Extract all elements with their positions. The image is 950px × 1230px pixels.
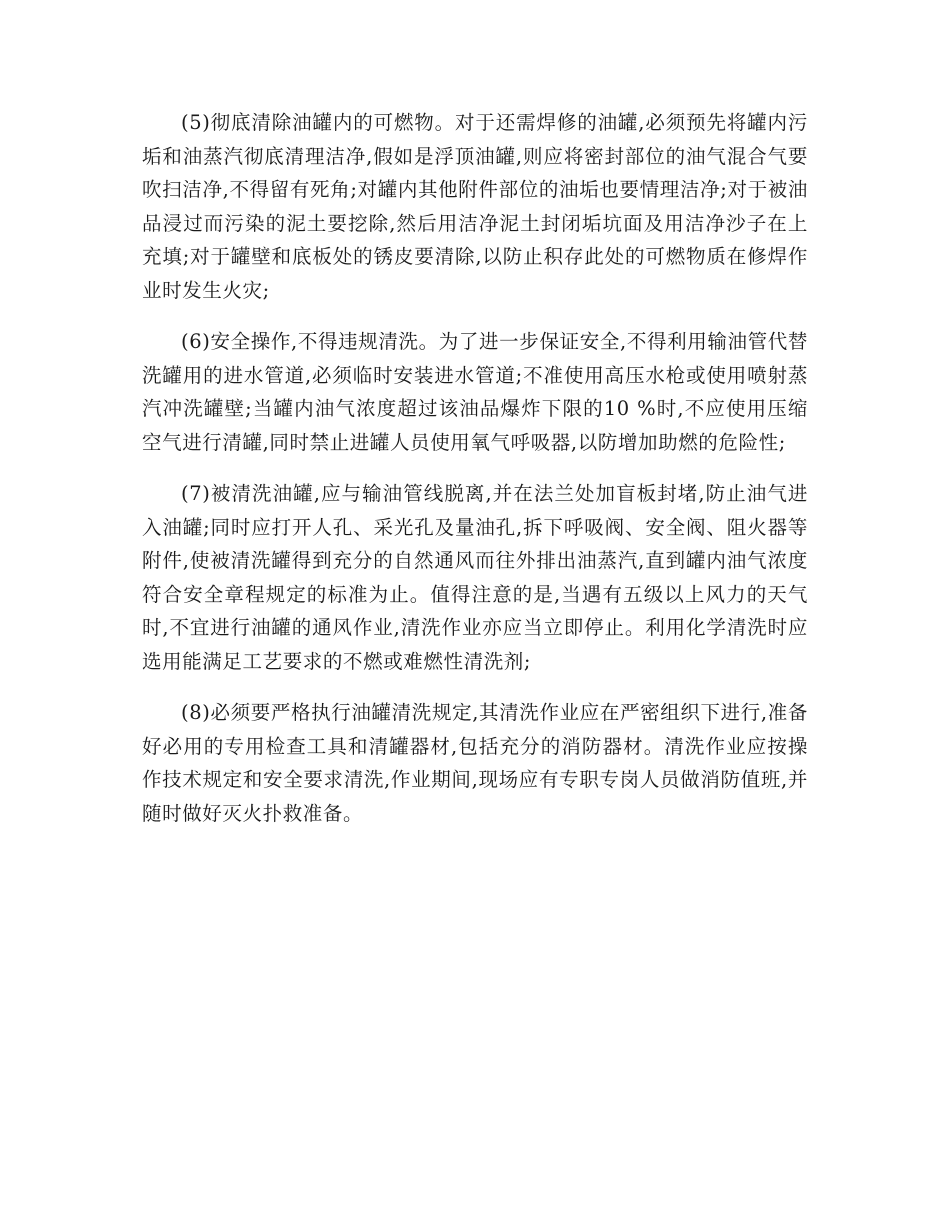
document-page [142, 106, 808, 848]
paragraph-item-6: (6)安全操作,不得违规清洗。为了进一步保证安全,不得利用输油管代替洗罐用的进水管道,必须临时安装进水管道;不准使用高压水枪或使用喷射蒸汽冲洗罐壁;当罐内油气浓度超过该油品爆炸下限的10 %时,不应使用压缩空气进行清罐,同时禁止进罐人员使用氧气呼吸器,以防增加助燃的危险性; [142, 330, 808, 454]
paragraph-item-5: (5)彻底清除油罐内的可燃物。对于还需焊修的油罐,必须预先将罐内污垢和油蒸汽彻底清理洁净,假如是浮顶油罐,则应将密封部位的油气混合气要吹扫洁净,不得留有死角;对罐内其他附件部位的油垢也要情理洁净;对于被油品浸过而污染的泥土要挖除,然后用洁净泥土封闭垢坑面及用洁净沙子在上充填;对于罐壁和底板处的锈皮要清除,以防止积存此处的可燃物质在修焊作业时发生火灾; [142, 111, 808, 302]
paragraph-item-8: (8)必须要严格执行油罐清洗规定,其清洗作业应在严密组织下进行,准备好必用的专用检查工具和清罐器材,包括充分的消防器材。清洗作业应按操作技术规定和安全要求清洗,作业期间,现场应有专职专岗人员做消防值班,并随时做好灭火扑救准备。 [142, 701, 808, 825]
paragraph-item-7: (7)被清洗油罐,应与输油管线脱离,并在法兰处加盲板封堵,防止油气进入油罐;同时应打开人孔、采光孔及量油孔,拆下呼吸阀、安全阀、阻火器等附件,使被清洗罐得到充分的自然通风而往外排出油蒸汽,直到罐内油气浓度符合安全章程规定的标准为止。值得注意的是,当遇有五级以上风力的天气时,不宜进行油罐的通风作业,清洗作业亦应当立即停止。利用化学清洗时应选用能满足工艺要求的不燃或难燃性清洗剂; [142, 482, 808, 673]
